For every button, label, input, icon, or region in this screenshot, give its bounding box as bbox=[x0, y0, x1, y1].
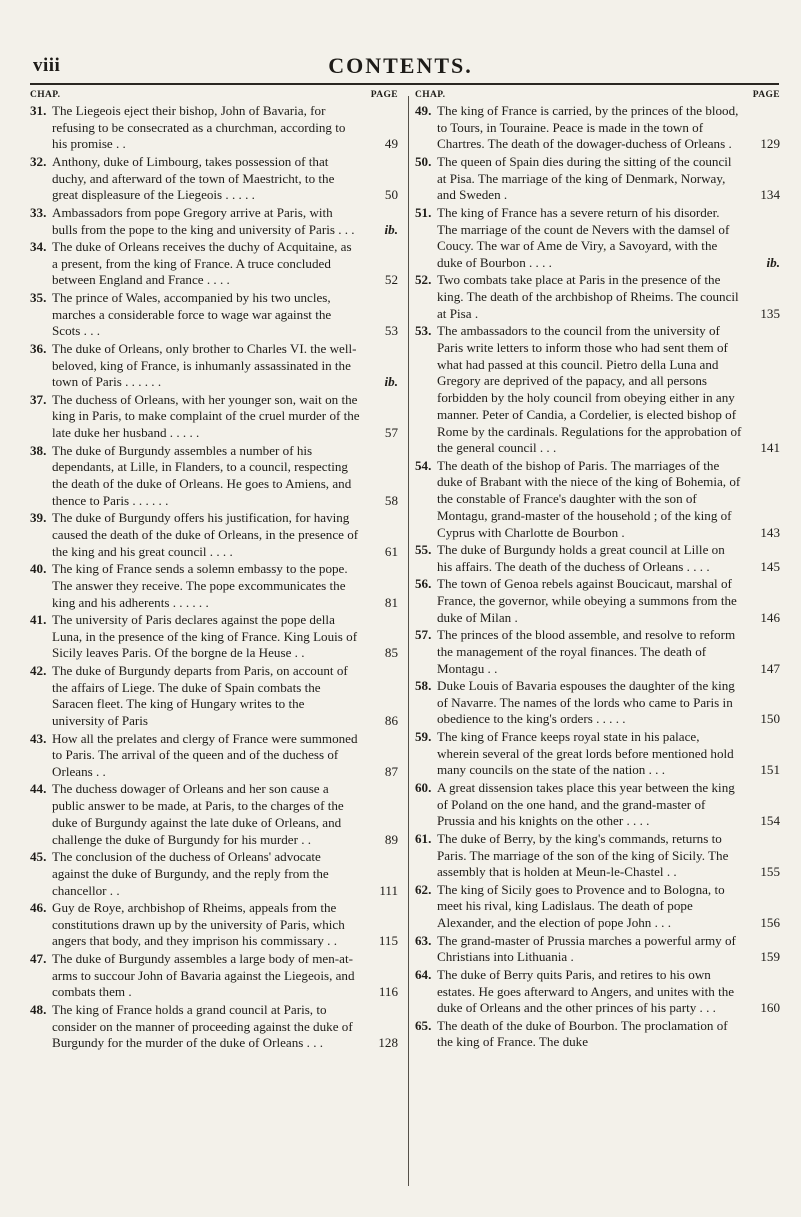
contents-entry bbox=[30, 290, 398, 340]
chapter-summary: How all the prelates and clergy of France were summoned to Paris. The arrival of the queen and of the duchess of Orleans . . bbox=[52, 730, 358, 779]
contents-entry bbox=[415, 205, 780, 272]
entry-body bbox=[52, 341, 398, 391]
contents-entry bbox=[30, 392, 398, 442]
entry-body bbox=[437, 967, 780, 1017]
contents-entry bbox=[415, 967, 780, 1017]
page-number: 111 bbox=[379, 882, 398, 898]
chapter-summary: The Liegeois eject their bishop, John of Bavaria, for refusing to be consecrated as a churchman, according to his promise . . bbox=[52, 103, 346, 152]
chapter-number: 41. bbox=[30, 612, 47, 628]
entry-body bbox=[52, 663, 398, 730]
contents-entry bbox=[415, 933, 780, 966]
chapter-number: 39. bbox=[30, 510, 47, 526]
column-divider bbox=[408, 96, 409, 1186]
entry-body bbox=[437, 627, 780, 677]
page-number: 141 bbox=[760, 440, 780, 456]
chapter-summary: The ambassadors to the council from the university of Paris write letters to inform those who had sent them of what had passed at this council. Pietro della Luna and Gregory are deprived of the papacy, and all persons forbidden by the holy council from obeying either in any manner. Peter of Candia, a Cordelier, is elected bishop of Rome by the cardinals. Regulations for the approbation of the general council . . . bbox=[437, 323, 742, 456]
page-number: 57 bbox=[384, 425, 398, 441]
page-number: 143 bbox=[760, 524, 780, 540]
page-number: 85 bbox=[384, 645, 398, 661]
chapter-summary: The king of France sends a solemn embassy to the pope. The answer they receive. The pope excommunicates the king and his adherents . . . . . . bbox=[52, 561, 348, 610]
contents-entry bbox=[415, 780, 780, 830]
chapter-number: 31. bbox=[30, 103, 47, 118]
chapter-summary: The king of Sicily goes to Provence and to Bologna, to meet his rival, king Ladislaus. The death of pope Alexander, and the election of pope John . . . bbox=[437, 881, 725, 931]
entry-body bbox=[437, 542, 780, 575]
contents-entry bbox=[415, 103, 780, 153]
contents-entry bbox=[30, 103, 398, 153]
page-number: 159 bbox=[760, 949, 780, 965]
contents-entry bbox=[415, 831, 780, 881]
page-number: 115 bbox=[378, 933, 398, 949]
page-number: 151 bbox=[760, 762, 780, 778]
page-number: ib. bbox=[384, 221, 398, 237]
entry-body bbox=[437, 458, 780, 542]
entry-body bbox=[52, 239, 398, 289]
entry-body bbox=[52, 392, 398, 442]
chapter-number: 54. bbox=[415, 457, 432, 473]
contents-entry bbox=[30, 781, 398, 848]
page-number: 129 bbox=[760, 136, 780, 152]
chapter-summary: The duke of Burgundy holds a great council at Lille on his affairs. The death of the duchess of Orleans . . . . bbox=[437, 542, 725, 574]
chapter-number: 63. bbox=[415, 932, 432, 948]
chapter-summary: Guy de Roye, archbishop of Rheims, appeals from the constitutions drawn up by the university of Paris, which angers that body, and they imprison his commissary . . bbox=[52, 900, 345, 949]
contents-entry bbox=[415, 1018, 780, 1051]
contents-entry bbox=[415, 323, 780, 457]
entry-body bbox=[52, 205, 398, 238]
contents-entry bbox=[30, 731, 398, 781]
page-folio: viii bbox=[33, 55, 61, 76]
chapter-summary: The university of Paris declares against the pope della Luna, in the presence of the king of France. King Louis of Sicily leaves Paris. Of the borgne de la Heuse . . bbox=[52, 612, 358, 661]
contents-entry bbox=[30, 561, 398, 611]
entry-body bbox=[437, 205, 780, 272]
contents-entry bbox=[415, 154, 780, 204]
chapter-summary: The duke of Berry quits Paris, and retires to his own estates. He goes afterward to Angers, and unites with the duke of Orleans and the other princes of his party . . . bbox=[437, 966, 735, 1016]
contents-entry bbox=[415, 627, 780, 677]
chapter-summary: The king of France holds a grand council at Paris, to consider on the manner of proceeding against the duke of Burgundy for the murder of the duke of Orleans . . . bbox=[52, 1001, 353, 1051]
contents-entry bbox=[30, 951, 398, 1001]
entry-body bbox=[52, 849, 398, 899]
page-number: ib. bbox=[766, 254, 780, 270]
chapter-number: 50. bbox=[415, 153, 432, 169]
page-number: 128 bbox=[378, 1035, 398, 1051]
chapter-number: 58. bbox=[415, 678, 432, 694]
page-number: 50 bbox=[384, 187, 398, 203]
entry-body bbox=[52, 731, 398, 781]
entry-body bbox=[437, 272, 780, 322]
page-label: PAGE bbox=[370, 90, 398, 100]
contents-entry bbox=[415, 272, 780, 322]
page-number: 53 bbox=[384, 323, 398, 339]
contents-entry bbox=[30, 510, 398, 560]
chapter-number: 49. bbox=[415, 103, 432, 118]
page-number: 155 bbox=[760, 864, 780, 880]
chapter-number: 59. bbox=[415, 728, 432, 744]
contents-entry bbox=[30, 205, 398, 238]
page-number: 147 bbox=[760, 660, 780, 676]
contents-entry bbox=[415, 729, 780, 779]
chapter-number: 46. bbox=[30, 900, 47, 915]
chapter-summary: The duchess of Orleans, with her younger son, wait on the king in Paris, to make complaint of the cruel murder of the late duke her husband . . . . . bbox=[52, 391, 360, 441]
chapter-number: 42. bbox=[30, 662, 47, 678]
page-number: 86 bbox=[384, 713, 398, 729]
chapter-summary: The death of the bishop of Paris. The marriages of the duke of Brabant with the niece of the king of Bohemia, of the constable of France's daughter with the son of Montagu, grand-master of the household ; of the king of Cyprus with Charlotte de Bourbon . bbox=[437, 457, 741, 540]
chapter-number: 40. bbox=[30, 561, 47, 577]
page-number: 154 bbox=[760, 813, 780, 829]
contents-entry bbox=[415, 882, 780, 932]
right-column bbox=[415, 89, 780, 1052]
entry-body bbox=[52, 1002, 398, 1052]
left-entries bbox=[30, 103, 398, 1052]
page-number: ib. bbox=[384, 374, 398, 390]
entry-body bbox=[52, 561, 398, 611]
chapter-summary: A great dissension takes place this year between the king of Poland on the one hand, and the grand-master of Prussia and his knights on the other . . . . bbox=[437, 779, 735, 829]
chapter-number: 65. bbox=[415, 1017, 432, 1033]
chapter-number: 45. bbox=[30, 849, 47, 865]
entry-body bbox=[437, 780, 780, 830]
header-rule bbox=[30, 83, 779, 85]
chapter-number: 62. bbox=[415, 881, 432, 897]
chapter-number: 64. bbox=[415, 966, 432, 982]
chapter-number: 43. bbox=[30, 730, 47, 746]
contents-entry bbox=[415, 576, 780, 626]
page-number: 81 bbox=[384, 594, 398, 610]
chapter-summary: The king of France has a severe return of his disorder. The marriage of the count de Nevers with the damsel of Coucy. The war of Ame de Viry, a Savoyard, with the duke of Bourbon . . . . bbox=[437, 204, 730, 270]
contents-entry bbox=[30, 443, 398, 510]
contents-entry bbox=[30, 341, 398, 391]
page-number: 58 bbox=[384, 492, 398, 508]
contents-entry bbox=[30, 239, 398, 289]
page-number: 145 bbox=[760, 558, 780, 574]
entry-body bbox=[437, 576, 780, 626]
chapter-number: 48. bbox=[30, 1001, 47, 1017]
chapter-number: 57. bbox=[415, 627, 432, 643]
page-number: 87 bbox=[384, 763, 398, 779]
page-number: 150 bbox=[760, 711, 780, 727]
entry-body bbox=[437, 678, 780, 728]
page-number: 135 bbox=[760, 305, 780, 321]
page-number: 49 bbox=[384, 136, 398, 152]
chapter-summary: The princes of the blood assemble, and resolve to reform the management of the royal finances. The death of Montagu . . bbox=[437, 627, 736, 676]
entry-body bbox=[52, 103, 398, 153]
chapter-number: 37. bbox=[30, 391, 47, 407]
entry-body bbox=[52, 510, 398, 560]
page-number: 156 bbox=[760, 915, 780, 931]
chapter-summary: The duke of Orleans receives the duchy of Acquitaine, as a present, from the king of France. A truce concluded between England and France . . . . bbox=[52, 239, 352, 288]
entry-body bbox=[437, 933, 780, 966]
contents-entry bbox=[30, 154, 398, 204]
chapter-summary: The duke of Orleans, only brother to Charles VI. the well-beloved, king of France, is inhumanly assassinated in the town of Paris . . . . . . bbox=[52, 340, 357, 390]
entry-body bbox=[437, 103, 780, 153]
chapter-summary: The duke of Burgundy offers his justification, for having caused the death of the duke of Orleans, in the presence of the king and his great council . . . . bbox=[52, 510, 359, 559]
entry-body bbox=[437, 729, 780, 779]
entry-body bbox=[437, 1018, 780, 1051]
chapter-summary: The king of France keeps royal state in his palace, wherein several of the great lords before mentioned hold many councils on the state of the nation . . . bbox=[437, 728, 734, 778]
chapter-summary: The duchess dowager of Orleans and her son cause a public answer to be made, at Paris, to the charges of the duke of Burgundy against the late duke of Orleans, and challenge the duke of Burgundy for his murder . . bbox=[52, 781, 344, 847]
page-number: 146 bbox=[760, 609, 780, 625]
chapter-number: 38. bbox=[30, 442, 47, 458]
chapter-summary: The duke of Burgundy assembles a number of his dependants, at Lille, in Flanders, to a council, respecting the death of the duke of Orleans. He goes to Amiens, and thence to Paris . . . . . . bbox=[52, 442, 352, 508]
chapter-number: 52. bbox=[415, 272, 432, 288]
chapter-summary: Two combats take place at Paris in the presence of the king. The death of the archbishop of Rheims. The council at Pisa . bbox=[437, 272, 739, 321]
chapter-summary: The prince of Wales, accompanied by his two uncles, marches a considerable force to wage war against the Scots . . . bbox=[52, 289, 332, 339]
page-number: 61 bbox=[384, 543, 398, 559]
chapter-summary: The death of the duke of Bourbon. The proclamation of the king of France. The duke bbox=[437, 1017, 728, 1050]
page-title: CONTENTS. bbox=[328, 53, 473, 78]
contents-entry bbox=[415, 678, 780, 728]
chapter-summary: Ambassadors from pope Gregory arrive at Paris, with bulls from the pope to the king and university of Paris . . . bbox=[52, 204, 355, 237]
entry-body bbox=[52, 781, 398, 848]
chapter-number: 61. bbox=[415, 830, 432, 846]
entry-body bbox=[52, 154, 398, 204]
right-entries bbox=[415, 103, 780, 1051]
chapter-number: 32. bbox=[30, 153, 47, 169]
page-number: 52 bbox=[384, 272, 398, 288]
chapter-summary: The king of France is carried, by the princes of the blood, to Tours, in Touraine. Peace is made in the town of Chartres. The death of the dowager-duchess of Orleans . bbox=[437, 103, 739, 152]
entry-body bbox=[437, 831, 780, 881]
entry-body bbox=[437, 882, 780, 932]
chapter-number: 34. bbox=[30, 239, 47, 255]
right-column-header bbox=[415, 89, 780, 102]
chapter-number: 47. bbox=[30, 950, 47, 966]
contents-entry bbox=[30, 612, 398, 662]
entry-body bbox=[437, 323, 780, 457]
contents-entry bbox=[30, 1002, 398, 1052]
chap-label: CHAP. bbox=[30, 90, 61, 100]
page-number: 160 bbox=[760, 1000, 780, 1016]
chapter-summary: The queen of Spain dies during the sitting of the council at Pisa. The marriage of the king of Denmark, Norway, and Sweden . bbox=[437, 153, 732, 203]
page-number: 116 bbox=[378, 984, 398, 1000]
chapter-number: 36. bbox=[30, 340, 47, 356]
chapter-summary: The conclusion of the duchess of Orleans' advocate against the duke of Burgundy, and the reply from the chancellor . . bbox=[52, 849, 329, 898]
chapter-number: 60. bbox=[415, 779, 432, 795]
chapter-number: 35. bbox=[30, 289, 47, 305]
entry-body bbox=[52, 612, 398, 662]
chapter-number: 44. bbox=[30, 781, 47, 797]
chapter-number: 33. bbox=[30, 204, 47, 220]
chapter-number: 53. bbox=[415, 323, 432, 339]
chapter-summary: The grand-master of Prussia marches a powerful army of Christians into Lithuania . bbox=[437, 932, 736, 965]
entry-body bbox=[437, 154, 780, 204]
left-column-header bbox=[30, 89, 398, 102]
page-number: 134 bbox=[760, 187, 780, 203]
chapter-summary: Anthony, duke of Limbourg, takes possession of that duchy, and afterward of the town of Maestricht, to the great displeasure of the Liegeois . . . . . bbox=[52, 153, 335, 203]
chapter-summary: The town of Genoa rebels against Boucicaut, marshal of France, the governor, while obeying a summons from the duke of Milan . bbox=[437, 576, 737, 625]
page-number: 89 bbox=[384, 831, 398, 847]
contents-entry bbox=[30, 900, 398, 950]
chapter-number: 51. bbox=[415, 204, 432, 220]
contents-entry bbox=[415, 542, 780, 575]
contents-entry bbox=[30, 849, 398, 899]
entry-body bbox=[52, 951, 398, 1001]
chapter-summary: Duke Louis of Bavaria espouses the daughter of the king of Navarre. The names of the lords who came to Paris in obedience to the king's orders . . . . . bbox=[437, 678, 735, 727]
entry-body bbox=[52, 290, 398, 340]
chap-label: CHAP. bbox=[415, 90, 446, 100]
left-column bbox=[30, 89, 398, 1053]
page-label: PAGE bbox=[752, 90, 780, 100]
entry-body bbox=[52, 900, 398, 950]
chapter-number: 55. bbox=[415, 542, 432, 558]
entry-body bbox=[52, 443, 398, 510]
chapter-summary: The duke of Burgundy assembles a large body of men-at-arms to succour John of Bavaria against the Liegeois, and combats them . bbox=[52, 950, 355, 1000]
contents-entry bbox=[415, 458, 780, 542]
chapter-summary: The duke of Berry, by the king's commands, returns to Paris. The marriage of the son of the king of Sicily. The assembly that is holden at Meun-le-Chastel . . bbox=[437, 830, 729, 880]
chapter-number: 56. bbox=[415, 576, 432, 592]
contents-entry bbox=[30, 663, 398, 730]
chapter-summary: The duke of Burgundy departs from Paris, on account of the affairs of Liege. The duke of Spain combats the Saracen fleet. The king of Hungary writes to the university of Paris bbox=[52, 662, 348, 729]
